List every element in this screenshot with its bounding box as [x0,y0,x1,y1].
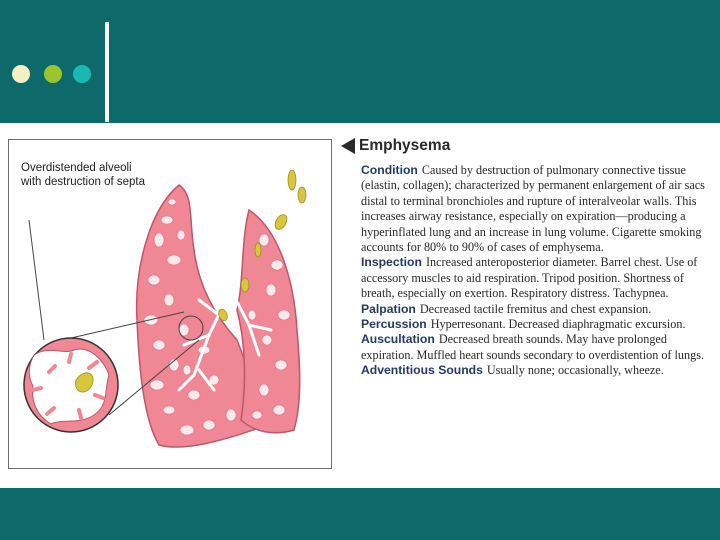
content-panel [0,123,720,488]
caption-pointer [29,220,44,340]
green-dot-icon [44,65,62,83]
illustration-caption: Overdistended alveoli with destruction of septa [21,162,146,188]
entry-text: Decreased tactile fremitus and chest expansion. [419,301,652,316]
back-arrow-icon [341,138,355,154]
entry-text: Caused by destruction of pulmonary connective tissue (elastin, collagen); characterized by permanent enlargement of air sacs distal to terminal bronchioles and rupture of interalveolar walls. This increases airway resistance, especially on expiration—producing a hyperinflated lung and an increase in lung volume. Cigarette smoking accounts for 80% to 90% of cases of emphysema. [361,163,705,255]
entry-label: Auscultation [361,332,435,347]
entry-percussion [361,317,714,332]
entry-label: Percussion [361,317,427,332]
heading-title: Emphysema [359,137,451,154]
slide-header [0,0,720,123]
entry-label: Inspection [361,255,422,270]
entry-label: Adventitious Sounds [361,363,483,378]
text-column [338,133,714,378]
entry-text: Usually none; occasionally, wheeze. [486,363,664,378]
lung-illustration [9,140,330,467]
entries-list [361,163,714,379]
entry-inspection [361,255,714,301]
entry-text: Increased anteroposterior diameter. Barrel chest. Use of accessory muscles to aid respiration. Tripod position. Shortness of breath, especially on exertion. Respiratory distress. Tachypnea. [361,255,698,301]
entry-label: Palpation [361,301,416,316]
entry-palpation [361,302,714,317]
entry-text: Decreased breath sounds. May have prolonged expiration. Muffled heart sounds secondary to overdistention of lungs. [361,332,704,362]
entry-adventitious-sounds [361,363,714,378]
header-divider [105,22,109,122]
teal-dot-icon [73,65,91,83]
alveoli-inset [24,338,118,432]
section-heading [338,133,714,159]
cream-dot-icon [12,65,30,83]
illustration-frame [8,139,332,469]
entry-text: Hyperresonant. Decreased diaphragmatic excursion. [430,317,686,332]
entry-condition [361,163,714,255]
entry-label: Condition [361,163,418,177]
entry-auscultation [361,332,714,363]
